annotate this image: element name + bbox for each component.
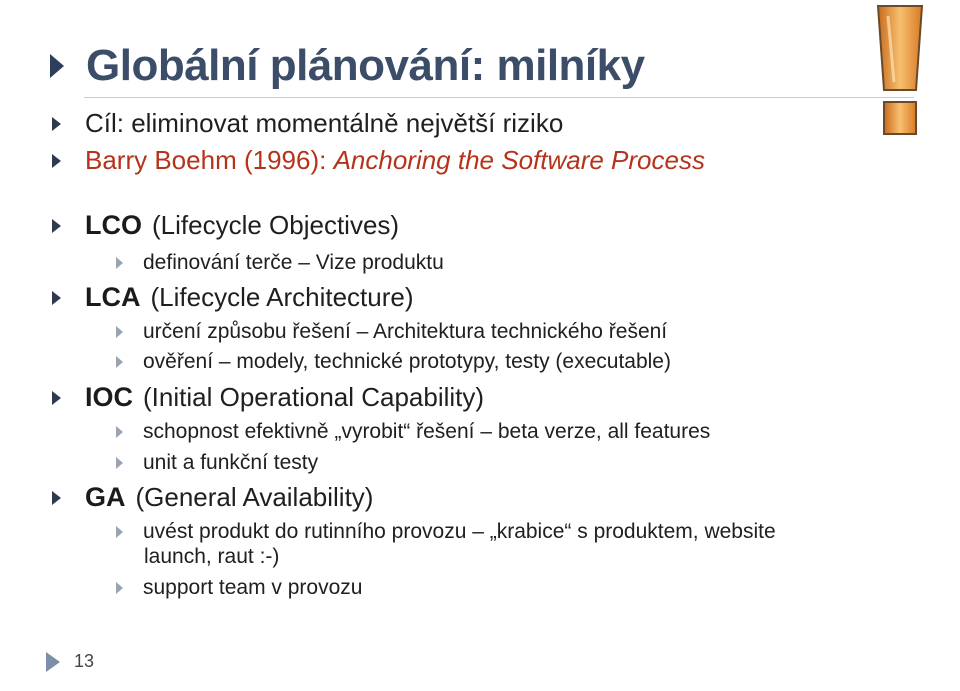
bullet-icon <box>52 117 61 131</box>
milestone-name: (Initial Operational Capability) <box>143 382 485 412</box>
sub-bullet-icon <box>116 582 123 594</box>
milestone-name: (Lifecycle Objectives) <box>152 210 400 240</box>
detail-text: support team v provozu <box>143 576 363 599</box>
bullet-reference <box>52 145 705 176</box>
bullet-icon <box>52 491 61 505</box>
milestone-abbr: LCO <box>85 210 142 240</box>
bullet-goal <box>52 108 563 139</box>
milestone-lca <box>52 282 413 313</box>
reference-title: Anchoring the Software Process <box>333 145 705 175</box>
title-divider <box>84 97 914 98</box>
bullet-icon <box>52 154 61 168</box>
sub-bullet-icon <box>116 326 123 338</box>
reference-author: Barry Boehm (1996): <box>85 145 334 175</box>
detail-text: ověření – modely, technické prototypy, testy (executable) <box>143 350 671 373</box>
bullet-icon <box>52 391 61 405</box>
milestone-name: (General Availability) <box>135 482 374 512</box>
milestone-abbr: IOC <box>85 382 134 412</box>
milestone-detail <box>116 576 362 600</box>
milestone-detail <box>116 251 444 275</box>
detail-text: unit a funkční testy <box>143 451 319 474</box>
milestone-lco <box>52 210 399 241</box>
detail-text-continued: launch, raut :-) <box>144 545 280 568</box>
sub-bullet-icon <box>116 257 123 269</box>
sub-bullet-icon <box>116 526 123 538</box>
bullet-icon <box>52 219 61 233</box>
title-bullet-icon <box>50 54 64 78</box>
goal-text: Cíl: eliminovat momentálně největší riziko <box>85 108 564 138</box>
milestone-abbr: LCA <box>85 282 141 312</box>
exclamation-icon <box>874 2 926 138</box>
page-title: Globální plánování: milníky <box>86 41 645 90</box>
detail-text: určení způsobu řešení – Architektura technického řešení <box>143 320 668 343</box>
sub-bullet-icon <box>116 426 123 438</box>
page-number: 13 <box>74 651 95 671</box>
milestone-detail <box>116 420 710 444</box>
reference-text <box>85 145 705 176</box>
sub-bullet-icon <box>116 356 123 368</box>
footer-arrow-icon <box>46 652 60 672</box>
bullet-icon <box>52 291 61 305</box>
milestone-detail <box>116 320 667 344</box>
detail-text: definování terče – Vize produktu <box>143 251 444 274</box>
title-row <box>50 40 645 92</box>
milestone-detail <box>116 520 776 544</box>
milestone-detail <box>116 451 318 475</box>
milestone-ioc <box>52 382 484 413</box>
detail-text: uvést produkt do rutinního provozu – „krabice“ s produktem, website <box>143 520 776 543</box>
milestone-abbr: GA <box>85 482 126 512</box>
detail-text: schopnost efektivně „vyrobit“ řešení – beta verze, all features <box>143 420 711 443</box>
milestone-detail <box>116 350 671 374</box>
sub-bullet-icon <box>116 457 123 469</box>
milestone-name: (Lifecycle Architecture) <box>150 282 414 312</box>
milestone-ga <box>52 482 373 513</box>
